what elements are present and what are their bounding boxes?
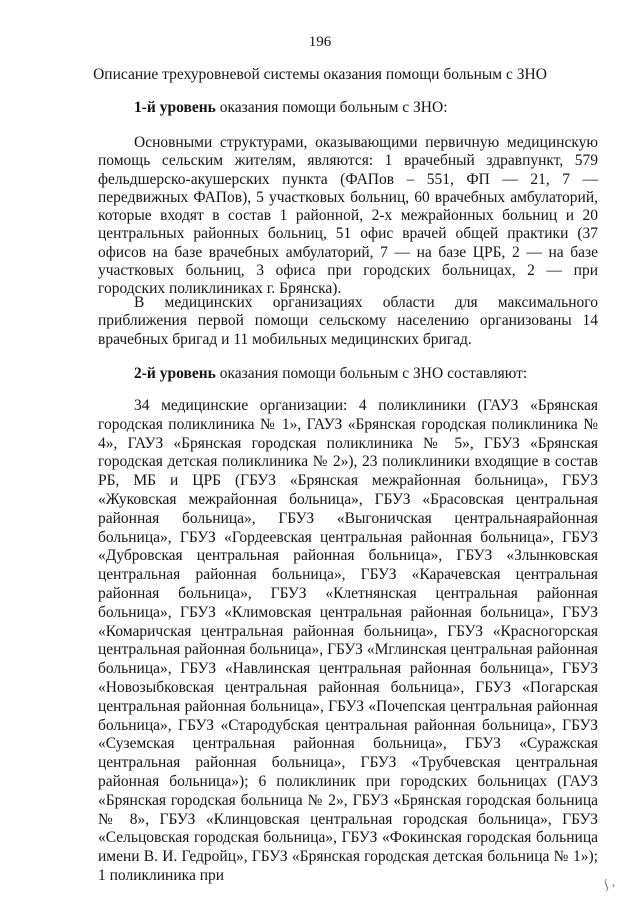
level2-heading-bold: 2-й уровень	[134, 365, 216, 382]
document-title: Описание трехуровневой системы оказания помощи больным с ЗНО	[93, 66, 547, 83]
level1-heading	[134, 99, 448, 117]
level2-paragraph-organizations: 34 медицинские организации: 4 поликлиники (ГАУЗ «Брянская городская поликлиника № 1», ГАУЗ «Брянская городская поликлиника № 4», ГАУЗ «Брянская городская поликлиника № 5», ГБУЗ «Брянская городская детская поликлиника № 2»), 23 поликлиники входящие в состав РБ, МБ и ЦРБ (ГБУЗ «Брянская межрайонная больница», ГБУЗ «Жуковская межрайонная больница», ГБУЗ «Брасовская центральная районная больница», ГБУЗ «Выгоничская центральнаярайонная больница», ГБУЗ «Гордеевская центральная районная больница», ГБУЗ «Дубровская центральная районная больница», ГБУЗ «Злынковская центральная районная больница», ГБУЗ «Карачевская центральная районная больница», ГБУЗ «Клетнянская центральная районная больница», ГБУЗ «Климовская центральная районная больница», ГБУЗ «Комаричская центральная районная больница», ГБУЗ «Красногорская центральная районная больница», ГБУЗ «Мглинская центральная районная больница», ГБУЗ «Навлинская центральная районная больница», ГБУЗ «Новозыбковская центральная районная больница», ГБУЗ «Погарская центральная районная больница», ГБУЗ «Почепская центральная районная больница», ГБУЗ «Стародубская центральная районная больница», ГБУЗ «Суземская центральная районная больница», ГБУЗ «Суражская центральная районная больница», ГБУЗ «Трубчевская центральная районная больница»); 6 поликлиник при городских больницах (ГАУЗ «Брянская городская больница № 2», ГБУЗ «Брянская городская больница № 8», ГБУЗ «Клинцовская центральная городская больница», ГБУЗ «Сельцовская городская больница», ГБУЗ «Фокинская городская больница имени В. И. Гедройц», ГБУЗ «Брянская городская детская больница № 1»); 1 поликлиника при	[98, 397, 598, 884]
level1-heading-bold: 1-й уровень	[134, 99, 216, 116]
handwritten-mark: ʃ ,	[601, 874, 616, 892]
page-number: 196	[308, 34, 332, 50]
level1-heading-text: оказания помощи больным с ЗНО:	[215, 99, 448, 116]
level1-paragraph-brigades: В медицинских организациях области для максимального приближения первой помощи сельскому населению организованы 14 врачебных бригад и 11 мобильных медицинских бригад.	[98, 294, 598, 348]
level1-paragraph-structures: Основными структурами, оказывающими первичную медицинскую помощь сельским жителям, являются: 1 врачебный здравпункт, 579 фельдшерско-акушерских пункта (ФАПов – 551, ФП — 21, 7 — передвижных ФАПов), 5 участковых больниц, 60 врачебных амбулаторий, которые входят в состав 1 районной, 2-х межрайонных больниц и 20 центральных районных больниц, 51 офис врачей общей практики (37 офисов на базе врачебных амбулаторий, 7 — на базе ЦРБ, 2 — на базе участковых больниц, 3 офиса при городских больницах, 2 — при городских поликлиниках г. Брянска).	[98, 134, 598, 298]
level2-heading-text: оказания помощи больным с ЗНО составляют:	[215, 365, 528, 382]
level2-heading	[134, 365, 527, 383]
